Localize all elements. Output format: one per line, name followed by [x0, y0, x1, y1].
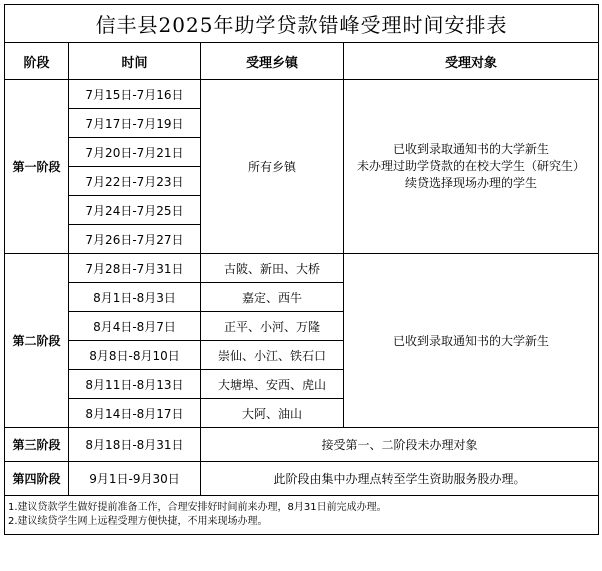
stage1-date: 7月24日-7月25日: [69, 196, 201, 225]
stage4-name: 第四阶段: [5, 462, 69, 496]
table-row: [5, 80, 599, 109]
stage2-towns: 古陂、新田、大桥: [201, 254, 344, 283]
stage1-date: 7月22日-7月23日: [69, 167, 201, 196]
table-title: 信丰县2025年助学贷款错峰受理时间安排表: [5, 5, 599, 43]
stage4-date: 9月1日-9月30日: [69, 462, 201, 496]
stage1-target-line: 续贷选择现场办理的学生: [405, 176, 538, 190]
stage4-note: 此阶段由集中办理点转至学生资助服务股办理。: [201, 462, 599, 496]
table-row: [5, 254, 599, 283]
stage3-note: 接受第一、二阶段未办理对象: [201, 428, 599, 462]
header-targets: 受理对象: [344, 43, 599, 80]
stage1-date: 7月17日-7月19日: [69, 109, 201, 138]
stage1-name: 第一阶段: [5, 80, 69, 254]
stage1-date: 7月15日-7月16日: [69, 80, 201, 109]
stage2-targets: 已收到录取通知书的大学新生: [344, 254, 599, 428]
stage2-towns: 崇仙、小江、铁石口: [201, 341, 344, 370]
stage2-towns: 正平、小河、万隆: [201, 312, 344, 341]
footnote-line: 1.建议贷款学生做好提前准备工作，合理安排好时间前来办理，8月31日前完成办理。: [8, 502, 387, 513]
stage2-towns: 嘉定、西牛: [201, 283, 344, 312]
header-stage: 阶段: [5, 43, 69, 80]
stage2-date: 8月11日-8月13日: [69, 370, 201, 399]
schedule-sheet: [4, 4, 598, 535]
stage2-date: 8月4日-8月7日: [69, 312, 201, 341]
stage1-date: 7月26日-7月27日: [69, 225, 201, 254]
stage1-target-line: 未办理过助学贷款的在校大学生（研究生）: [357, 159, 586, 173]
header-towns: 受理乡镇: [201, 43, 344, 80]
stage2-name: 第二阶段: [5, 254, 69, 428]
stage3-name: 第三阶段: [5, 428, 69, 462]
table-row: [5, 462, 599, 496]
footnote-line: 2.建议续贷学生网上远程受理方便快捷，不用来现场办理。: [8, 516, 268, 527]
footnotes: [5, 496, 599, 535]
stage2-date: 8月14日-8月17日: [69, 399, 201, 428]
schedule-table: [4, 4, 599, 535]
header-time: 时间: [69, 43, 201, 80]
stage1-towns: 所有乡镇: [201, 80, 344, 254]
table-row: [5, 428, 599, 462]
stage2-date: 7月28日-7月31日: [69, 254, 201, 283]
stage2-date: 8月1日-8月3日: [69, 283, 201, 312]
stage1-target-line: 已收到录取通知书的大学新生: [393, 142, 550, 156]
stage2-towns: 大阿、油山: [201, 399, 344, 428]
stage1-targets: [344, 80, 599, 254]
stage3-date: 8月18日-8月31日: [69, 428, 201, 462]
stage2-towns: 大塘埠、安西、虎山: [201, 370, 344, 399]
stage1-date: 7月20日-7月21日: [69, 138, 201, 167]
stage2-date: 8月8日-8月10日: [69, 341, 201, 370]
